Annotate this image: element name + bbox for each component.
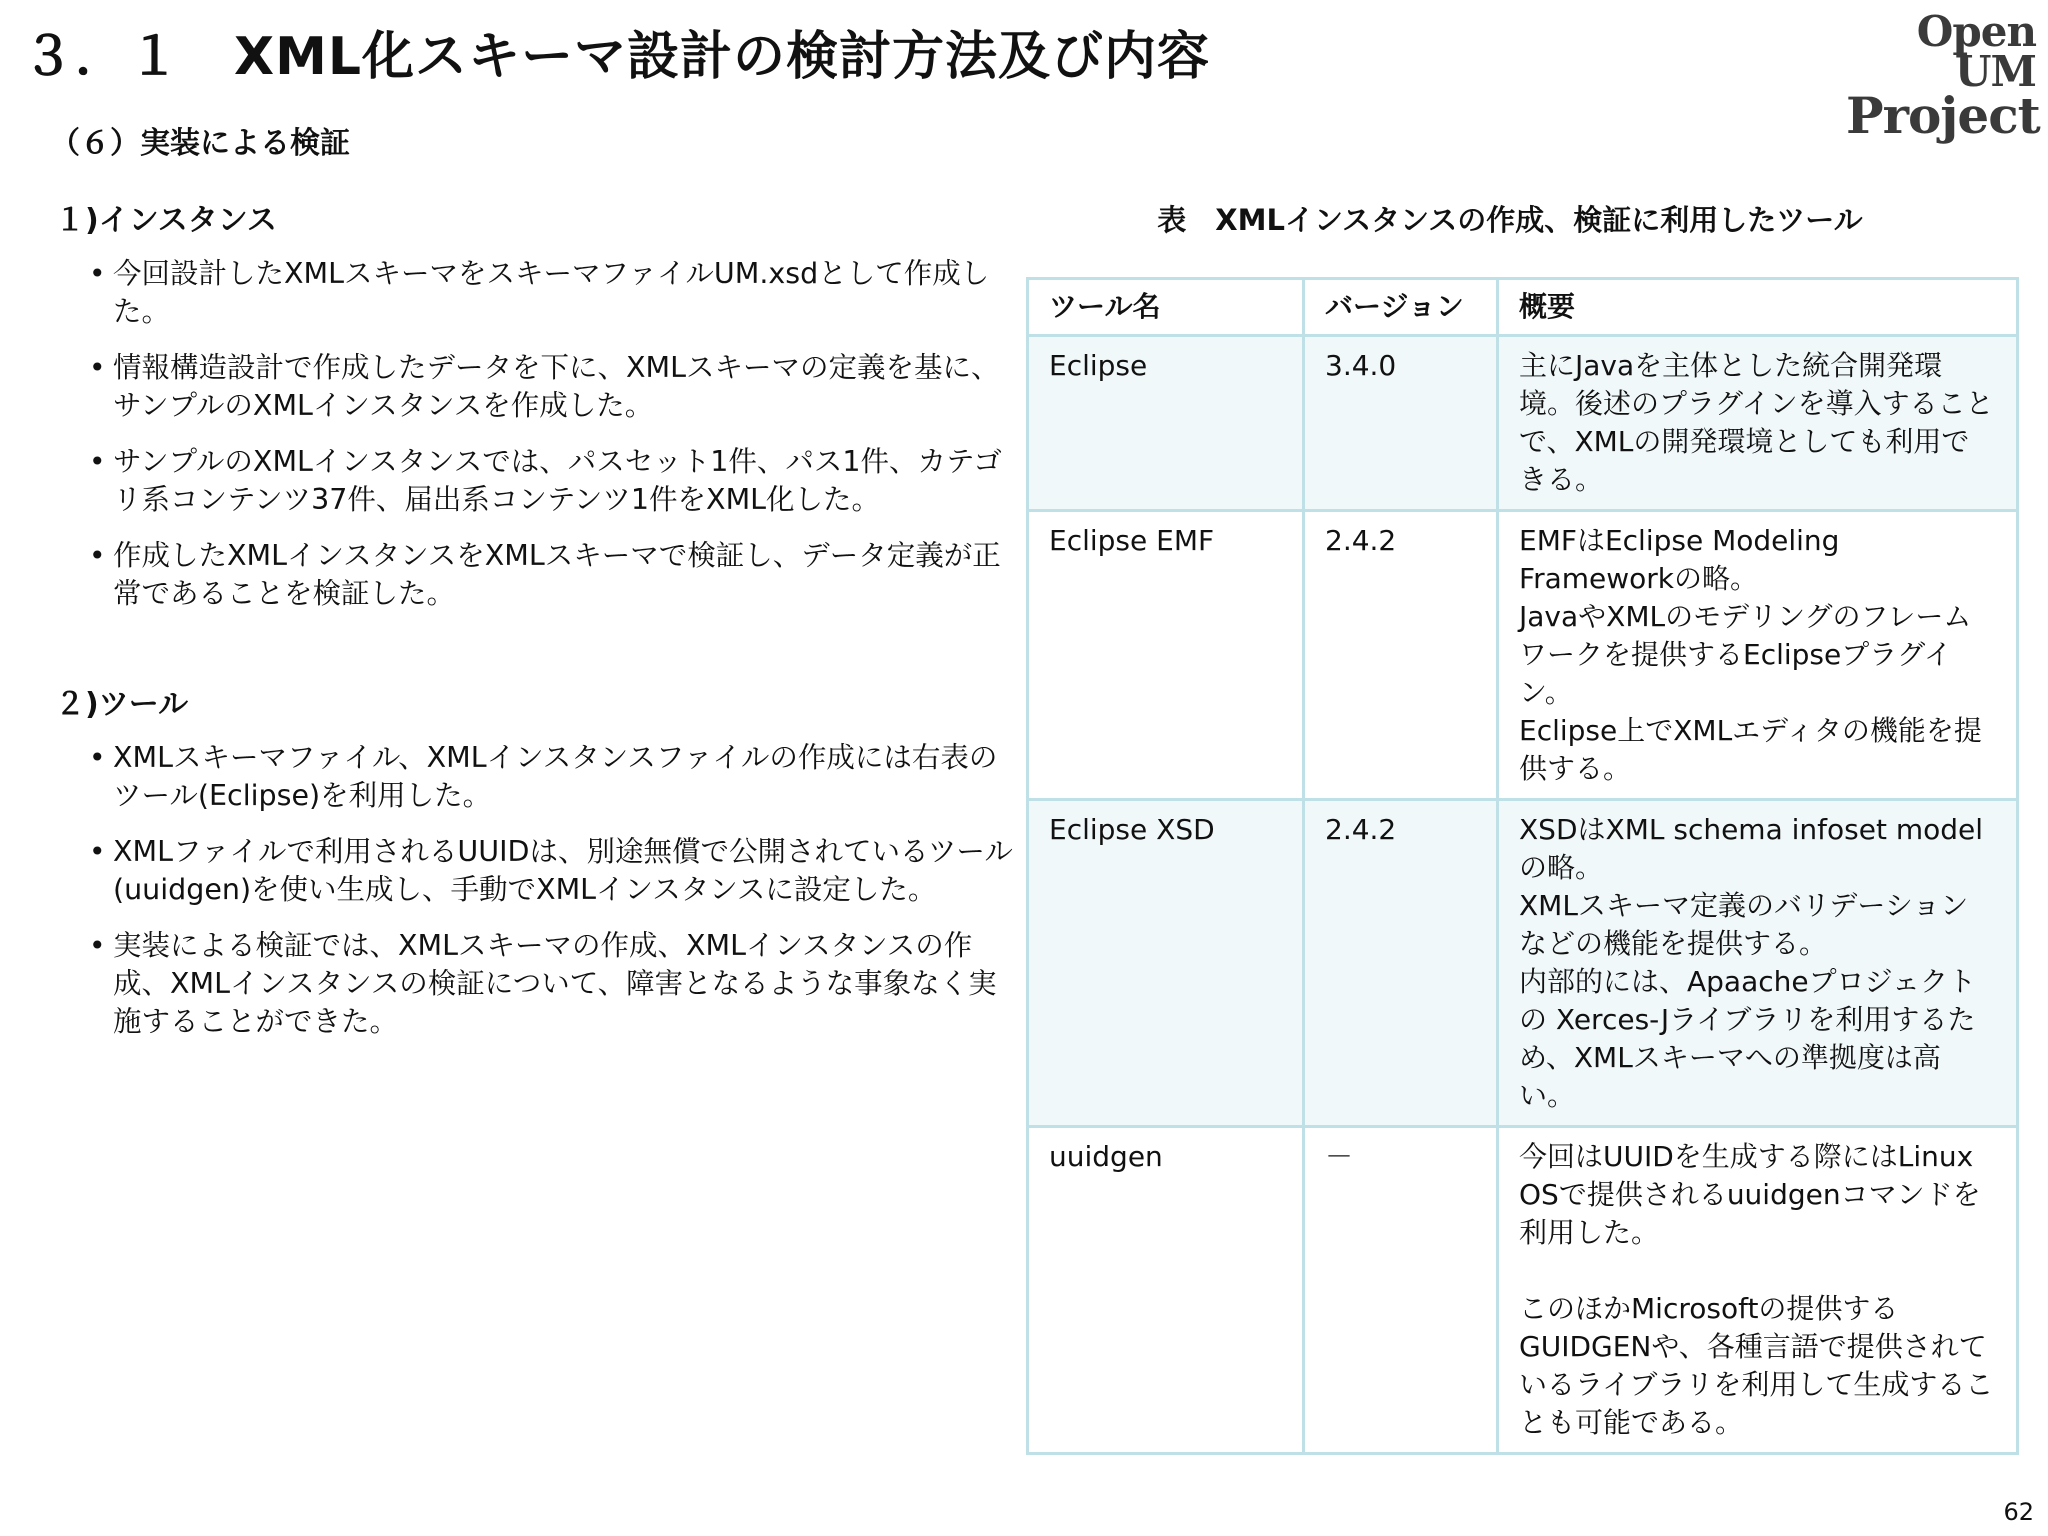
overview-line: 主にJavaを主体とした統合開発環境。後述のプラグインを導入することで、XMLの開発環境としても利用できる。: [1519, 349, 1994, 496]
overview-line: 今回はUUIDを生成する際にはLinux OSで提供されるuuidgenコマンドを利用した。: [1519, 1140, 1981, 1249]
page-number: 62: [2003, 1498, 2034, 1526]
version-cell: 2.4.2: [1304, 511, 1498, 800]
tool-name-cell: Eclipse XSD: [1028, 800, 1304, 1127]
section-heading: （６）実装による検証: [50, 126, 350, 161]
overview-cell: [1498, 800, 2018, 1127]
list-item: • 実装による検証では、XMLスキーマの作成、XMLインスタンスの作成、XMLインスタンスの検証について、障害となるような事象なく実施することができた。: [113, 927, 1015, 1041]
tool-name-cell: uuidgen: [1028, 1127, 1304, 1454]
list-item: • 今回設計したXMLスキーマをスキーマファイルUM.xsdとして作成した。: [113, 255, 1015, 331]
overview-blank-line: [1519, 1252, 1996, 1290]
list-item: • XMLスキーマファイル、XMLインスタンスファイルの作成には右表のツール(Eclipse)を利用した。: [113, 739, 1015, 815]
subsection-tool-heading: ２)ツール: [55, 687, 189, 722]
overview-line: EMFはEclipse Modeling Frameworkの略。: [1519, 524, 1840, 595]
table-row: [1028, 800, 2018, 1127]
tool-bullet-list: [55, 739, 1015, 1041]
version-cell: －: [1304, 1127, 1498, 1454]
list-item: • XMLファイルで利用されるUUIDは、別途無償で公開されているツール(uuidgen)を使い生成し、手動でXMLインスタンスに設定した。: [113, 833, 1015, 909]
instance-bullet-list: [55, 255, 1015, 613]
overview-line: Eclipse上でXMLエディタの機能を提供する。: [1519, 714, 1982, 785]
list-item: • 作成したXMLインスタンスをXMLスキーマで検証し、データ定義が正常であることを検証した。: [113, 537, 1015, 613]
overview-cell: [1498, 1127, 2018, 1454]
tools-table: [1026, 277, 2019, 1455]
tool-name-cell: Eclipse EMF: [1028, 511, 1304, 800]
table-header-row: [1028, 279, 2018, 336]
overview-cell: [1498, 511, 2018, 800]
overview-line: 内部的には、Apaacheプロジェクトの Xerces-Jライブラリを利用するため、XMLスキーマへの準拠度は高い。: [1519, 965, 1977, 1112]
version-cell: 3.4.0: [1304, 336, 1498, 511]
table-caption: 表 XMLインスタンスの作成、検証に利用したツール: [1157, 203, 1863, 237]
overview-line: JavaやXMLのモデリングのフレームワークを提供するEclipseプラグイン。: [1519, 600, 1972, 709]
header-overview: 概要: [1498, 279, 2018, 336]
tool-name-cell: Eclipse: [1028, 336, 1304, 511]
list-item: • サンプルのXMLインスタンスでは、パスセット1件、パス1件、カテゴリ系コンテンツ37件、届出系コンテンツ1件をXML化した。: [113, 443, 1015, 519]
table-row: [1028, 511, 2018, 800]
table-row: [1028, 1127, 2018, 1454]
left-column: [55, 195, 1015, 1059]
overview-line: XMLスキーマ定義のバリデーションなどの機能を提供する。: [1519, 889, 1969, 960]
version-cell: 2.4.2: [1304, 800, 1498, 1127]
open-um-project-logo: [1846, 7, 2040, 145]
overview-line: このほかMicrosoftの提供するGUIDGENや、各種言語で提供されているライブラリを利用して生成することも可能である。: [1519, 1292, 1994, 1439]
subsection-instance-heading: １)インスタンス: [55, 203, 277, 238]
logo-line-2: Project: [1846, 85, 2040, 145]
table-row: [1028, 336, 2018, 511]
list-item: • 情報構造設計で作成したデータを下に、XMLスキーマの定義を基に、サンプルのXMLインスタンスを作成した。: [113, 349, 1015, 425]
header-tool-name: ツール名: [1028, 279, 1304, 336]
header-version: バージョン: [1304, 279, 1498, 336]
page-title: ３．１ XML化スキーマ設計の検討方法及び内容: [22, 27, 1210, 87]
overview-line: XSDはXML schema infoset modelの略。: [1519, 813, 1984, 884]
logo-line-1: Open UM: [1916, 7, 2036, 96]
overview-cell: [1498, 336, 2018, 511]
